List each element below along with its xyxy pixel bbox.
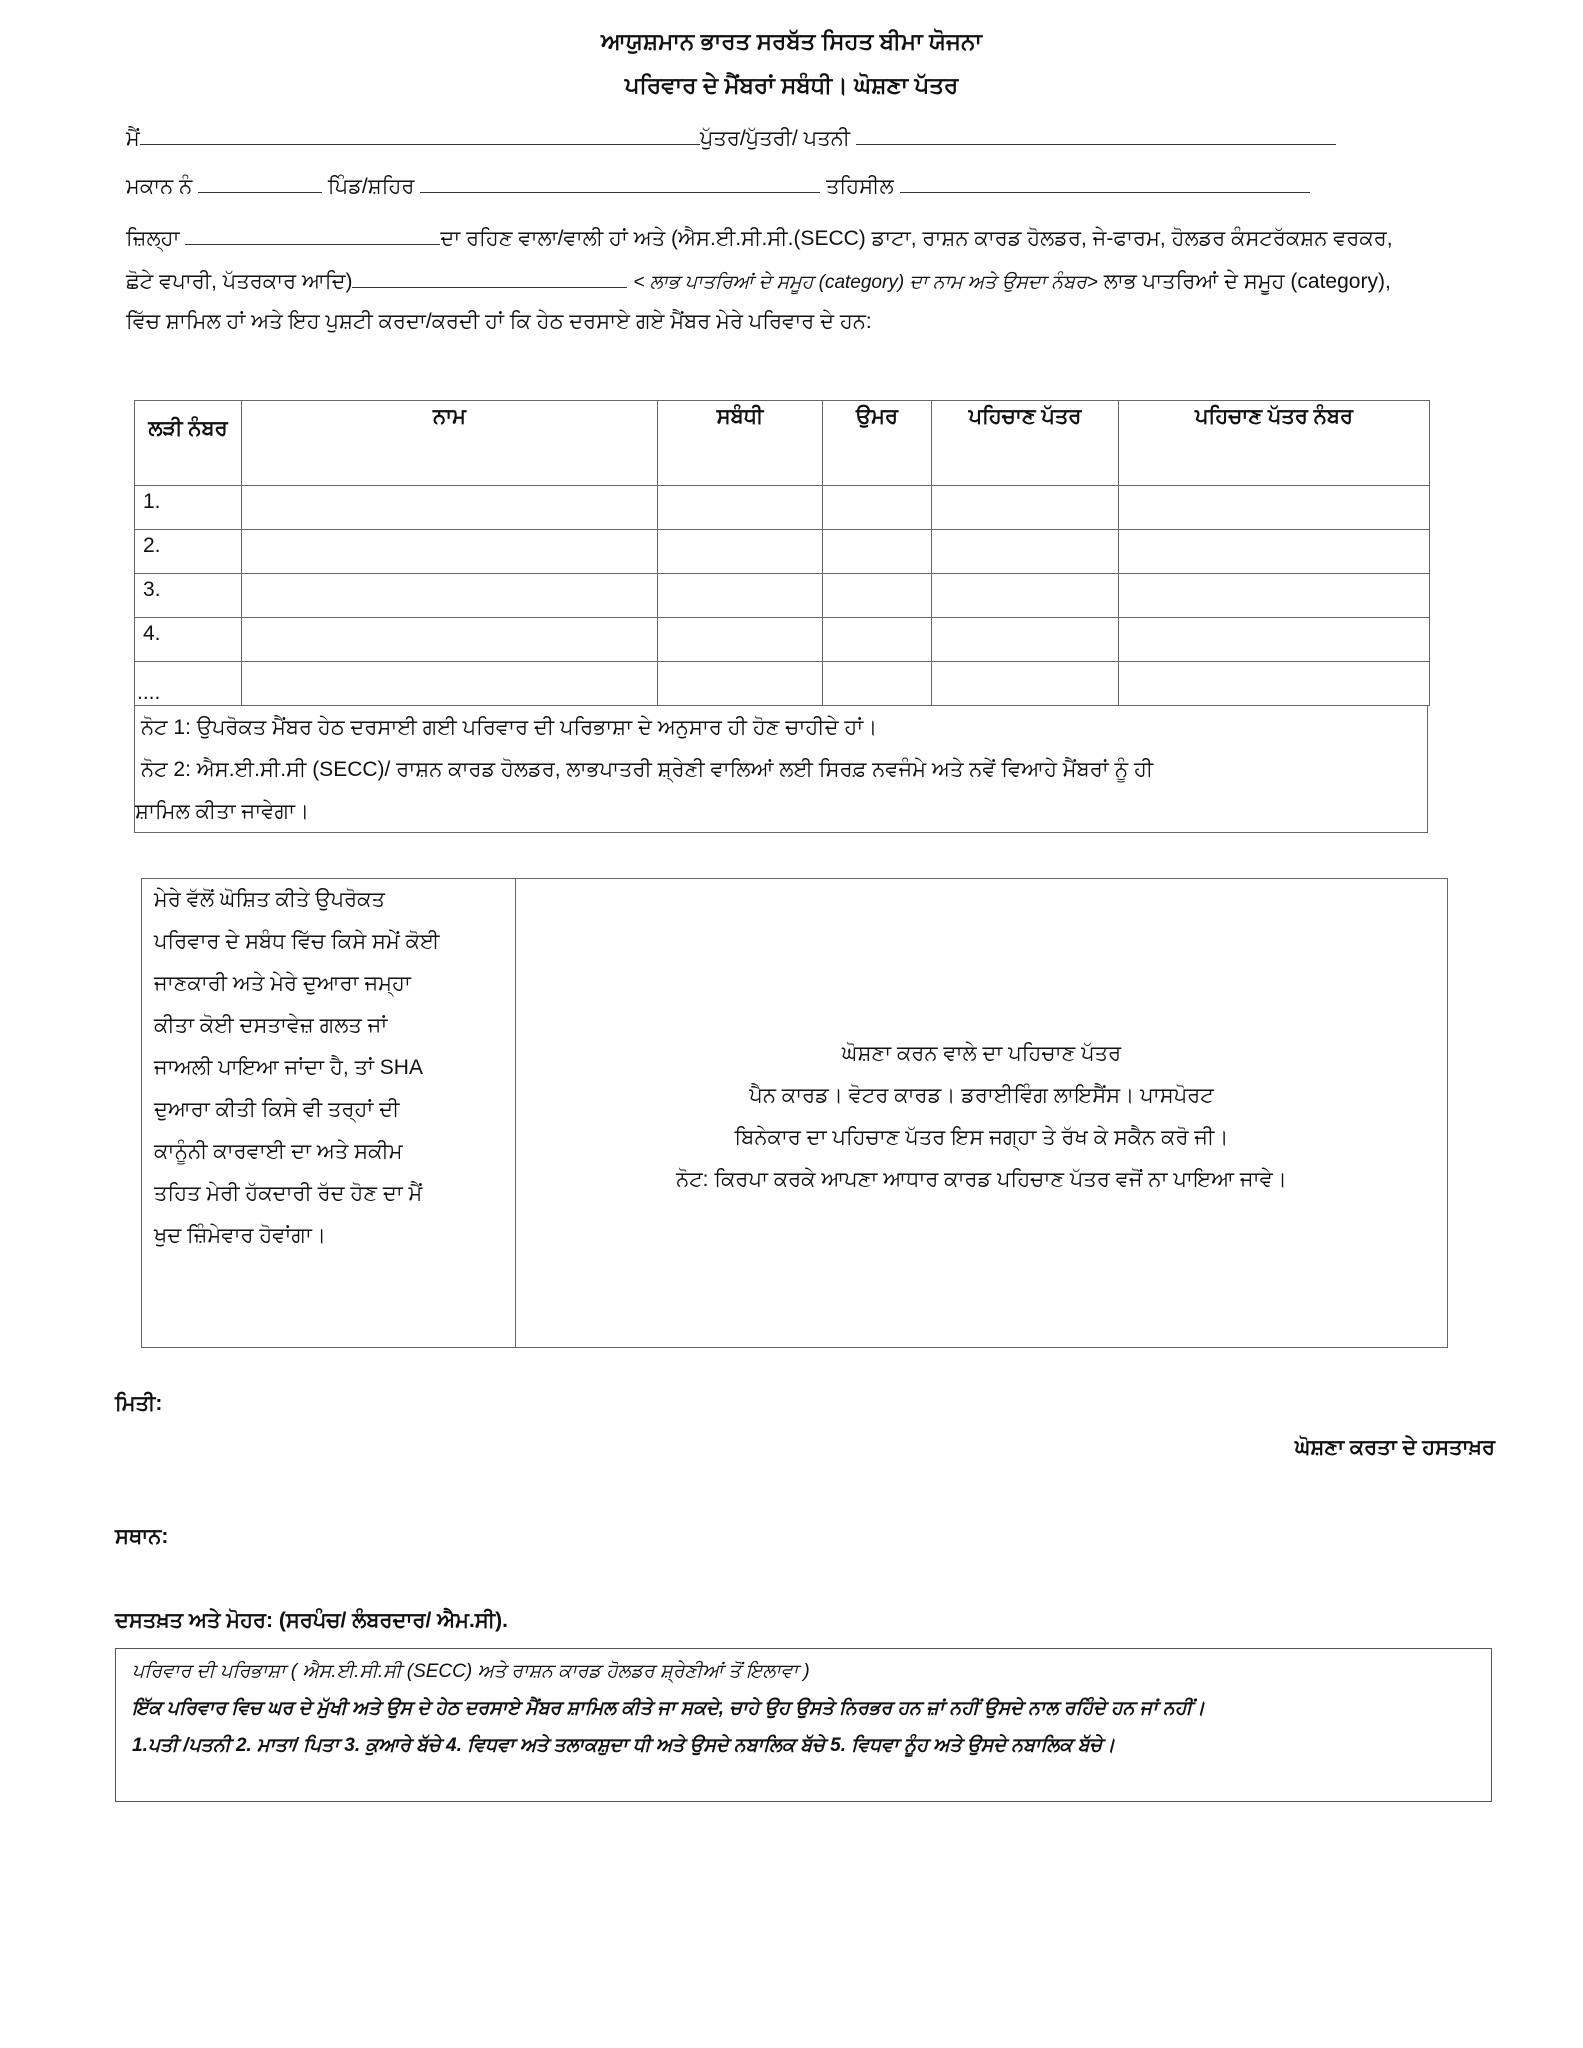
note-1: ਨੋਟ 1: ਉਪਰੋਕਤ ਮੈਂਬਰ ਹੇਠ ਦਰਸਾਈ ਗਈ ਪਰਿਵਾਰ ਦੀ ਪਰਿਭਾਸ਼ਾ ਦੇ ਅਨੁਸਾਰ ਹੀ ਹੋਣ ਚਾਹੀਦੇ ਹਾਂ। — [141, 716, 878, 739]
note-2-continued: ਸ਼ਾਮਿਲ ਕੀਤਾ ਜਾਵੇਗਾ। — [135, 800, 310, 823]
label-relation: ਪੁੱਤਰ/ਪੁੱਤਰੀ/ ਪਤਨੀ — [699, 127, 851, 150]
label-village-city: ਪਿੰਡ/ਸ਼ਹਿਰ — [327, 175, 415, 198]
name-cell[interactable] — [242, 574, 658, 618]
table-row — [135, 574, 1430, 618]
relation-name-field[interactable] — [856, 126, 1336, 145]
header-id-proof: ਪਹਿਚਾਣ ਪੱਤਰ — [932, 401, 1119, 486]
header-serial: ਲੜੀ ਨੰਬਰ — [135, 401, 242, 486]
id-proof-cell[interactable] — [932, 486, 1119, 530]
label-tehsil: ਤਹਿਸੀਲ — [826, 175, 894, 198]
house-no-field[interactable] — [198, 174, 322, 193]
form-line-district — [126, 226, 1393, 251]
declaration-line: ਪਰਿਵਾਰ ਦੇ ਸਬੰਧ ਵਿੱਚ ਕਿਸੇ ਸਮੇਂ ਕੋਈ — [154, 930, 440, 953]
scan-instruction: ਬਿਨੇਕਾਰ ਦਾ ਪਹਿਚਾਣ ਪੱਤਰ ਇਸ ਜਗ੍ਹਾ ਤੇ ਰੱਖ ਕੇ ਸਕੈਨ ਕਰੋ ਜੀ। — [734, 1126, 1229, 1149]
name-field[interactable] — [140, 126, 700, 145]
id-proof-options: ਪੈਨ ਕਾਰਡ। ਵੋਟਰ ਕਾਰਡ। ਡਰਾਈਵਿੰਗ ਲਾਇਸੈਂਸ। ਪਾਸਪੋਰਟ — [749, 1084, 1214, 1107]
declaration-line: ਕਾਨੂੰਨੀ ਕਾਰਵਾਈ ਦਾ ਅਤੇ ਸਕੀਮ — [154, 1140, 403, 1163]
label-i: ਮੈਂ — [126, 127, 140, 150]
relation-cell[interactable] — [658, 530, 823, 574]
table-notes — [134, 705, 1428, 833]
id-number-cell[interactable] — [1119, 530, 1430, 574]
id-number-cell[interactable] — [1119, 662, 1430, 706]
village-city-field[interactable] — [420, 174, 820, 193]
id-proof-cell[interactable] — [932, 574, 1119, 618]
age-cell[interactable] — [823, 486, 932, 530]
document-subtitle: ਪਰਿਵਾਰ ਦੇ ਮੈਂਬਰਾਂ ਸਬੰਧੀ। ਘੋਸ਼ਣਾ ਪੱਤਰ — [624, 72, 959, 98]
family-definition-box — [115, 1648, 1492, 1802]
declaration-text — [142, 879, 516, 1347]
category-text: ਛੋਟੇ ਵਪਾਰੀ, ਪੱਤਰਕਾਰ ਆਦਿ) — [126, 270, 353, 293]
table-row — [135, 530, 1430, 574]
form-line-confirm: ਵਿੱਚ ਸ਼ਾਮਿਲ ਹਾਂ ਅਤੇ ਇਹ ਪੁਸ਼ਟੀ ਕਰਦਾ/ਕਰਦੀ ਹਾਂ ਕਿ ਹੇਠ ਦਰਸਾਏ ਗਏ ਮੈਂਬਰ ਮੇਰੇ ਪਰਿਵਾਰ ਦੇ ਹਨ: — [126, 310, 872, 333]
age-cell[interactable] — [823, 530, 932, 574]
age-cell[interactable] — [823, 662, 932, 706]
definition-body: ਇੱਕ ਪਰਿਵਾਰ ਵਿਚ ਘਰ ਦੇ ਮੁੱਖੀ ਅਤੇ ਉਸ ਦੇ ਹੇਠ ਦਰਸਾਏ ਮੈਂਬਰ ਸ਼ਾਮਿਲ ਕੀਤੇ ਜਾ ਸਕਦੇ, ਚਾਹੇ ਉਹ ਉਸਤੇ ਨਿਰਭਰ ਹਨ ਜ਼ਾਂ ਨਹੀਂ ਉਸਦੇ ਨਾਲ ਰਹਿੰਦੇ ਹਨ ਜਾਂ ਨਹੀਂ। — [132, 1698, 1205, 1719]
id-number-cell[interactable] — [1119, 618, 1430, 662]
form-line-name — [126, 126, 1336, 151]
place-label: ਸਥਾਨ: — [115, 1525, 169, 1548]
note-2: ਨੋਟ 2: ਐਸ.ਈ.ਸੀ.ਸੀ (SECC)/ ਰਾਸ਼ਨ ਕਾਰਡ ਹੋਲਡਰ, ਲਾਭਪਾਤਰੀ ਸ਼੍ਰੇਣੀ ਵਾਲਿਆਂ ਲਈ ਸਿਰਫ਼ ਨਵਜੰਮੇ ਅਤੇ ਨਵੇਂ ਵਿਆਹੇ ਮੈਂਬਰਾਂ ਨੂੰ ਹੀ — [141, 758, 1154, 781]
category-field[interactable] — [352, 269, 627, 288]
header-relation: ਸਬੰਧੀ — [658, 401, 823, 486]
age-cell[interactable] — [823, 574, 932, 618]
declaration-line: ਮੇਰੇ ਵੱਲੋਂ ਘੋਸ਼ਿਤ ਕੀਤੇ ਉਪਰੋਕਤ — [154, 888, 385, 911]
form-line-address — [126, 174, 1310, 199]
aadhaar-note: ਨੋਟ: ਕਿਰਪਾ ਕਰਕੇ ਆਪਣਾ ਆਧਾਰ ਕਾਰਡ ਪਹਿਚਾਣ ਪੱਤਰ ਵਜੋਂ ਨਾ ਪਾਇਆ ਜਾਵੇ। — [676, 1168, 1287, 1191]
id-proof-scan-area[interactable] — [516, 879, 1447, 1347]
header-id-number: ਪਹਿਚਾਣ ਪੱਤਰ ਨੰਬਰ — [1119, 401, 1430, 486]
header-age: ਉਮਰ — [823, 401, 932, 486]
declaration-line: ਖੁਦ ਜ਼ਿੰਮੇਵਾਰ ਹੋਵਾਂਗਾ। — [154, 1224, 327, 1247]
id-proof-cell[interactable] — [932, 618, 1119, 662]
declaration-line: ਜਾਣਕਾਰੀ ਅਤੇ ਮੇਰੇ ਦੁਆਰਾ ਜਮ੍ਹਾ — [154, 972, 411, 995]
family-members-table — [134, 400, 1430, 706]
table-row — [135, 662, 1430, 706]
id-proof-cell[interactable] — [932, 530, 1119, 574]
serial-cell: 2. — [135, 530, 242, 574]
relation-cell[interactable] — [658, 618, 823, 662]
declaration-line: ਕੀਤਾ ਕੋਈ ਦਸਤਾਵੇਜ਼ ਗਲਤ ਜਾਂ — [154, 1014, 388, 1037]
serial-cell: 4. — [135, 618, 242, 662]
stamp-label: ਦਸਤਖ਼ਤ ਅਤੇ ਮੋਹਰ: (ਸਰਪੰਚ/ ਲੰਬਰਦਾਰ/ ਐਮ.ਸੀ). — [115, 1609, 508, 1632]
serial-cell: 1. — [135, 486, 242, 530]
document-title: ਆਯੁਸ਼ਮਾਨ ਭਾਰਤ ਸਰਬੱਤ ਸਿਹਤ ਬੀਮਾ ਯੋਜਨਾ — [601, 28, 982, 54]
id-number-cell[interactable] — [1119, 486, 1430, 530]
category-end-text: ਲਾਭ ਪਾਤਰਿਆਂ ਦੇ ਸਮੂਹ (category), — [1103, 270, 1391, 293]
definition-title: ਪਰਿਵਾਰ ਦੀ ਪਰਿਭਾਸ਼ਾ ( ਐਸ.ਈ.ਸੀ.ਸੀ (SECC) ਅਤੇ ਰਾਸ਼ਨ ਕਾਰਡ ਹੋਲਡਰ ਸ਼੍ਰੇਣੀਆਂ ਤੋਂ ਇਲਾਵਾ ) — [132, 1661, 810, 1682]
age-cell[interactable] — [823, 618, 932, 662]
district-field[interactable] — [185, 226, 440, 245]
serial-cell: .... — [135, 662, 242, 706]
name-cell[interactable] — [242, 618, 658, 662]
relation-cell[interactable] — [658, 662, 823, 706]
residence-text: ਦਾ ਰਹਿਣ ਵਾਲਾ/ਵਾਲੀ ਹਾਂ ਅਤੇ (ਐਸ.ਈ.ਸੀ.ਸੀ.(SECC) ਡਾਟਾ, ਰਾਸ਼ਨ ਕਾਰਡ ਹੋਲਡਰ, ਜੇ-ਫਾਰਮ, ਹੋਲਡਰ ਕੰਸਟਰੱਕਸ਼ਨ ਵਰਕਰ, — [440, 227, 1393, 250]
form-line-category — [126, 269, 1391, 294]
category-hint: < ਲਾਭ ਪਾਤਰਿਆਂ ਦੇ ਸਮੂਹ (category) ਦਾ ਨਾਮ ਅਤੇ ਉਸਦਾ ਨੰਬਰ> — [633, 272, 1098, 293]
id-number-cell[interactable] — [1119, 574, 1430, 618]
header-name: ਨਾਮ — [242, 401, 658, 486]
declaration-line: ਤਹਿਤ ਮੇਰੀ ਹੱਕਦਾਰੀ ਰੱਦ ਹੋਣ ਦਾ ਮੈਂ — [154, 1182, 423, 1205]
label-district: ਜ਼ਿਲ੍ਹਾ — [126, 227, 180, 250]
definition-list: 1.ਪਤੀ /ਪਤਨੀ 2. ਮਾਤਾ/ ਪਿਤਾ 3. ਕੁਆਰੇ ਬੱਚੇ 4. ਵਿਧਵਾ ਅਤੇ ਤਲਾਕਸ਼ੁਦਾ ਧੀ ਅਤੇ ਉਸਦੇ ਨਬਾਲਿਕ ਬੱਚੇ 5. ਵਿਧਵਾ ਨੂੰਹ ਅਤੇ ਉਸਦੇ ਨਬਾਲਿਕ ਬੱਚੇ। — [132, 1735, 1116, 1756]
relation-cell[interactable] — [658, 486, 823, 530]
serial-cell: 3. — [135, 574, 242, 618]
declaration-line: ਦੁਆਰਾ ਕੀਤੀ ਕਿਸੇ ਵੀ ਤਰ੍ਹਾਂ ਦੀ — [154, 1098, 400, 1121]
date-label: ਮਿਤੀ: — [115, 1392, 163, 1415]
name-cell[interactable] — [242, 662, 658, 706]
id-proof-heading: ਘੋਸ਼ਣਾ ਕਰਨ ਵਾਲੇ ਦਾ ਪਹਿਚਾਣ ਪੱਤਰ — [841, 1042, 1122, 1065]
declaration-line: ਜਾਅਲੀ ਪਾਇਆ ਜਾਂਦਾ ਹੈ, ਤਾਂ SHA — [154, 1056, 423, 1079]
tehsil-field[interactable] — [900, 174, 1310, 193]
declaration-box — [141, 878, 1448, 1348]
label-house-no: ਮਕਾਨ ਨੰ — [126, 175, 193, 198]
name-cell[interactable] — [242, 486, 658, 530]
relation-cell[interactable] — [658, 574, 823, 618]
id-proof-cell[interactable] — [932, 662, 1119, 706]
table-row — [135, 618, 1430, 662]
table-header-row — [135, 401, 1430, 486]
name-cell[interactable] — [242, 530, 658, 574]
table-row — [135, 486, 1430, 530]
signature-label: ਘੋਸ਼ਣਾ ਕਰਤਾ ਦੇ ਹਸਤਾਖ਼ਰ — [1294, 1436, 1495, 1459]
